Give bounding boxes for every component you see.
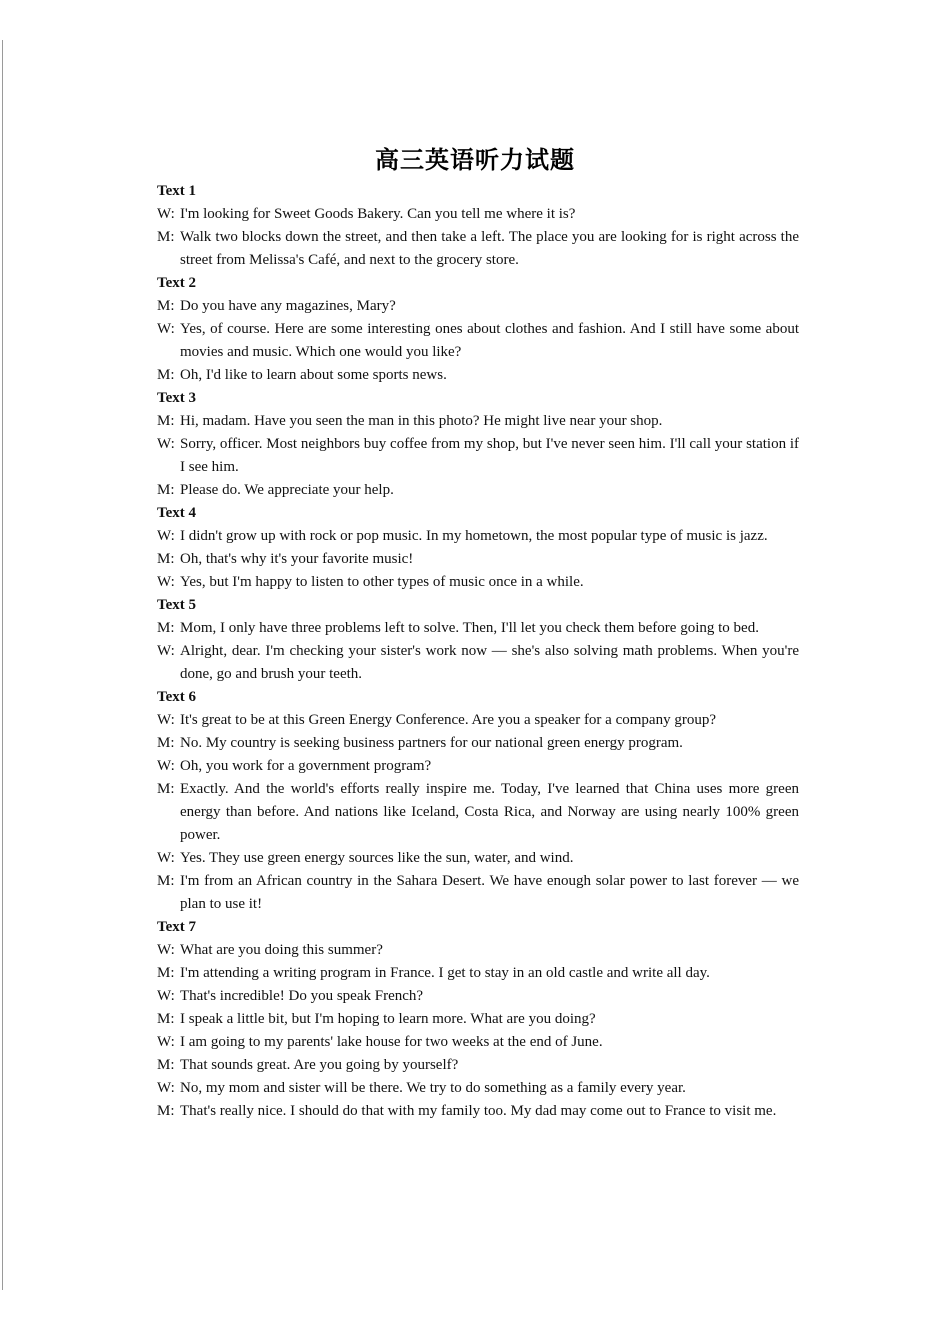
dialogue-line <box>157 295 799 318</box>
utterance-text: No. My country is seeking business partners for our national green energy program. <box>180 735 683 751</box>
speaker-label: W: <box>157 712 175 728</box>
utterance-text: Do you have any magazines, Mary? <box>180 298 396 314</box>
section-heading: Text 4 <box>157 505 197 521</box>
text-section-2 <box>157 272 799 387</box>
utterance-text: It's great to be at this Green Energy Conference. Are you a speaker for a company group? <box>180 712 716 728</box>
dialogue-line <box>157 318 799 364</box>
speaker-label: M: <box>157 229 175 245</box>
utterance-text: Walk two blocks down the street, and then take a left. The place you are looking for is right across the street from Melissa's Café, and next to the grocery store. <box>180 229 799 268</box>
speaker-label: M: <box>157 735 175 751</box>
dialogue-line <box>157 1054 799 1077</box>
speaker-label: W: <box>157 436 175 452</box>
dialogue-line <box>157 847 799 870</box>
dialogue-line <box>157 571 799 594</box>
speaker-label: W: <box>157 1080 175 1096</box>
section-heading: Text 6 <box>157 689 197 705</box>
speaker-label: M: <box>157 965 175 981</box>
utterance-text: Yes, but I'm happy to listen to other types of music once in a while. <box>180 574 584 590</box>
section-heading: Text 2 <box>157 275 197 291</box>
text-section-5 <box>157 594 799 686</box>
dialogue-line <box>157 1100 799 1123</box>
utterance-text: That's really nice. I should do that with my family too. My dad may come out to France to visit me. <box>180 1103 777 1119</box>
section-heading: Text 7 <box>157 919 197 935</box>
utterance-text: Hi, madam. Have you seen the man in this photo? He might live near your shop. <box>180 413 663 429</box>
utterance-text: That's incredible! Do you speak French? <box>180 988 424 1004</box>
page-title: 高三英语听力试题 <box>375 146 575 174</box>
text-section-7 <box>157 916 799 1123</box>
dialogue-line <box>157 548 799 571</box>
dialogue-line <box>157 525 799 548</box>
text-section-4 <box>157 502 799 594</box>
dialogue-line <box>157 870 799 916</box>
speaker-label: M: <box>157 781 175 797</box>
speaker-label: W: <box>157 574 175 590</box>
utterance-text: I speak a little bit, but I'm hoping to learn more. What are you doing? <box>180 1011 596 1027</box>
dialogue-line <box>157 617 799 640</box>
speaker-label: M: <box>157 1057 175 1073</box>
dialogue-line <box>157 1008 799 1031</box>
utterance-text: No, my mom and sister will be there. We try to do something as a family every year. <box>180 1080 686 1096</box>
speaker-label: M: <box>157 367 175 383</box>
utterance-text: Oh, I'd like to learn about some sports news. <box>180 367 447 383</box>
section-heading: Text 5 <box>157 597 197 613</box>
scan-edge-line <box>2 40 3 1290</box>
section-heading: Text 1 <box>157 183 197 199</box>
dialogue-line <box>157 962 799 985</box>
dialogue-line <box>157 364 799 387</box>
speaker-label: W: <box>157 758 175 774</box>
speaker-label: M: <box>157 551 175 567</box>
utterance-text: What are you doing this summer? <box>180 942 383 958</box>
speaker-label: W: <box>157 206 175 222</box>
dialogue-line <box>157 755 799 778</box>
speaker-label: M: <box>157 482 175 498</box>
utterance-text: Yes, of course. Here are some interesting ones about clothes and fashion. And I still have some about movies and music. Which one would you like? <box>180 321 799 360</box>
utterance-text: Yes. They use green energy sources like the sun, water, and wind. <box>180 850 574 866</box>
dialogue-line <box>157 203 799 226</box>
dialogue-line <box>157 226 799 272</box>
speaker-label: M: <box>157 1103 175 1119</box>
dialogue-line <box>157 640 799 686</box>
utterance-text: Oh, you work for a government program? <box>180 758 432 774</box>
dialogue-line <box>157 1031 799 1054</box>
utterance-text: I'm from an African country in the Sahara Desert. We have enough solar power to last forever — we plan to use it! <box>180 873 799 912</box>
speaker-label: M: <box>157 1011 175 1027</box>
dialogue-line <box>157 732 799 755</box>
utterance-text: Alright, dear. I'm checking your sister's work now — she's also solving math problems. When you're done, go and brush your teeth. <box>180 643 799 682</box>
text-section-1 <box>157 180 799 272</box>
utterance-text: Please do. We appreciate your help. <box>180 482 394 498</box>
speaker-label: M: <box>157 873 175 889</box>
utterance-text: I am going to my parents' lake house for two weeks at the end of June. <box>180 1034 603 1050</box>
text-section-3 <box>157 387 799 502</box>
utterance-text: I didn't grow up with rock or pop music. In my hometown, the most popular type of music is jazz. <box>180 528 768 544</box>
speaker-label: M: <box>157 413 175 429</box>
utterance-text: Oh, that's why it's your favorite music! <box>180 551 414 567</box>
text-section-6 <box>157 686 799 916</box>
speaker-label: W: <box>157 942 175 958</box>
speaker-label: W: <box>157 988 175 1004</box>
dialogue-line <box>157 709 799 732</box>
dialogue-line <box>157 1077 799 1100</box>
speaker-label: W: <box>157 321 175 337</box>
dialogue-line <box>157 433 799 479</box>
dialogue-line <box>157 778 799 847</box>
utterance-text: Mom, I only have three problems left to solve. Then, I'll let you check them before going to bed. <box>180 620 759 636</box>
dialogue-line <box>157 479 799 502</box>
speaker-label: W: <box>157 643 175 659</box>
speaker-label: M: <box>157 620 175 636</box>
dialogue-line <box>157 410 799 433</box>
utterance-text: Sorry, officer. Most neighbors buy coffee from my shop, but I've never seen him. I'll call your station if I see him. <box>180 436 799 475</box>
dialogue-line <box>157 939 799 962</box>
speaker-label: W: <box>157 1034 175 1050</box>
transcript-body <box>157 180 799 1123</box>
utterance-text: I'm looking for Sweet Goods Bakery. Can you tell me where it is? <box>180 206 576 222</box>
speaker-label: W: <box>157 528 175 544</box>
utterance-text: I'm attending a writing program in France. I get to stay in an old castle and write all day. <box>180 965 710 981</box>
utterance-text: Exactly. And the world's efforts really inspire me. Today, I've learned that China uses more green energy than before. And nations like Iceland, Costa Rica, and Norway are using nearly 100% green power. <box>180 781 799 843</box>
utterance-text: That sounds great. Are you going by yourself? <box>180 1057 459 1073</box>
section-heading: Text 3 <box>157 390 197 406</box>
dialogue-line <box>157 985 799 1008</box>
speaker-label: M: <box>157 298 175 314</box>
speaker-label: W: <box>157 850 175 866</box>
